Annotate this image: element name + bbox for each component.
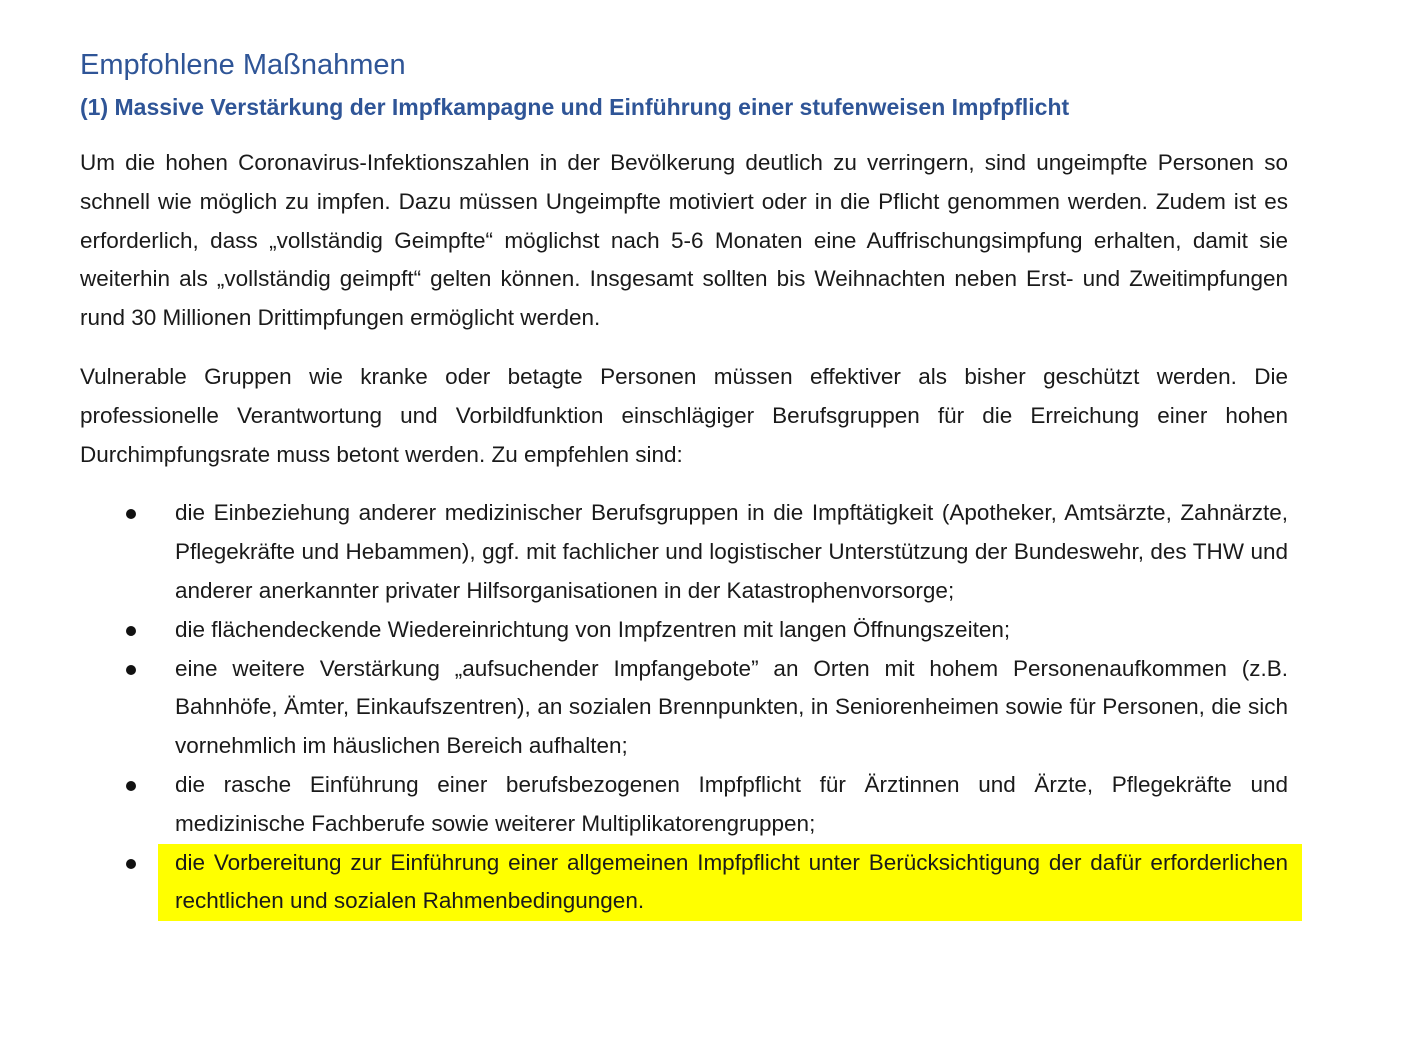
paragraph-vulnerable-groups: Vulnerable Gruppen wie kranke oder betagte Personen müssen effektiver als bisher geschützt werden. Die professionelle Verantwortung und Vorbildfunktion einschlägiger Berufsgruppen für die Erreichung einer hohen Durchimpfungsrate muss betont werden. Zu empfehlen sind: — [80, 363, 1288, 467]
list-item-text: die flächendeckende Wiedereinrichtung von Impfzentren mit langen Öffnungszeiten; — [175, 616, 1011, 642]
bullet-icon — [126, 509, 136, 519]
list-item-text: die Einbeziehung anderer medizinischer Berufsgruppen in die Impftätigkeit (Apotheker, Amtsärzte, Zahnärzte, Pflegekräfte und Hebammen), ggf. mit fachlicher und logistischer Unterstützung der Bundeswehr, des THW und anderer anerkannter privater Hilfsorganisationen in der Katastrophenvorsorge; — [175, 500, 1288, 603]
bullet-icon — [126, 781, 136, 791]
list-item — [80, 650, 1288, 766]
subsection-heading: (1) Massive Verstärkung der Impfkampagne und Einführung einer stufenweisen Impfpflicht — [80, 94, 1070, 120]
list-item — [80, 494, 1288, 610]
bullet-icon — [126, 665, 136, 675]
list-item-text: eine weitere Verstärkung „aufsuchender Impfangebote” an Orten mit hohem Personenaufkommen (z.B. Bahnhöfe, Ämter, Einkaufszentren), an sozialen Brennpunkten, in Seniorenheimen sowie für Personen, die sich vornehmlich im häuslichen Bereich aufhalten; — [175, 655, 1288, 759]
list-item — [80, 611, 1288, 650]
document-page — [80, 42, 1288, 921]
highlighted-text: die Vorbereitung zur Einführung einer allgemeinen Impfpflicht unter Berücksichtigung der dafür erforderlichen rechtlichen und sozialen Rahmenbedingungen. — [158, 844, 1302, 922]
list-item-highlighted — [80, 844, 1288, 922]
bullet-icon — [126, 626, 136, 636]
section-heading: Empfohlene Maßnahmen — [80, 49, 406, 81]
recommendation-list — [80, 494, 1288, 921]
list-item — [80, 766, 1288, 844]
paragraph-vaccination-campaign: Um die hohen Coronavirus-Infektionszahlen in der Bevölkerung deutlich zu verringern, sind ungeimpfte Personen so schnell wie möglich zu impfen. Dazu müssen Ungeimpfte motiviert oder in die Pflicht genommen werden. Zudem ist es erforderlich, dass „vollständig Geimpfte“ möglichst nach 5-6 Monaten eine Auffrischungsimpfung erhalten, damit sie weiterhin als „vollständig geimpft“ gelten können. Insgesamt sollten bis Weihnachten neben Erst- und Zweitimpfungen rund 30 Millionen Drittimpfungen ermöglicht werden. — [80, 150, 1288, 331]
bullet-icon — [126, 859, 136, 869]
list-item-text: die rasche Einführung einer berufsbezogenen Impfpflicht für Ärztinnen und Ärzte, Pflegekräfte und medizinische Fachberufe sowie weiterer Multiplikatorengruppen; — [175, 771, 1288, 836]
